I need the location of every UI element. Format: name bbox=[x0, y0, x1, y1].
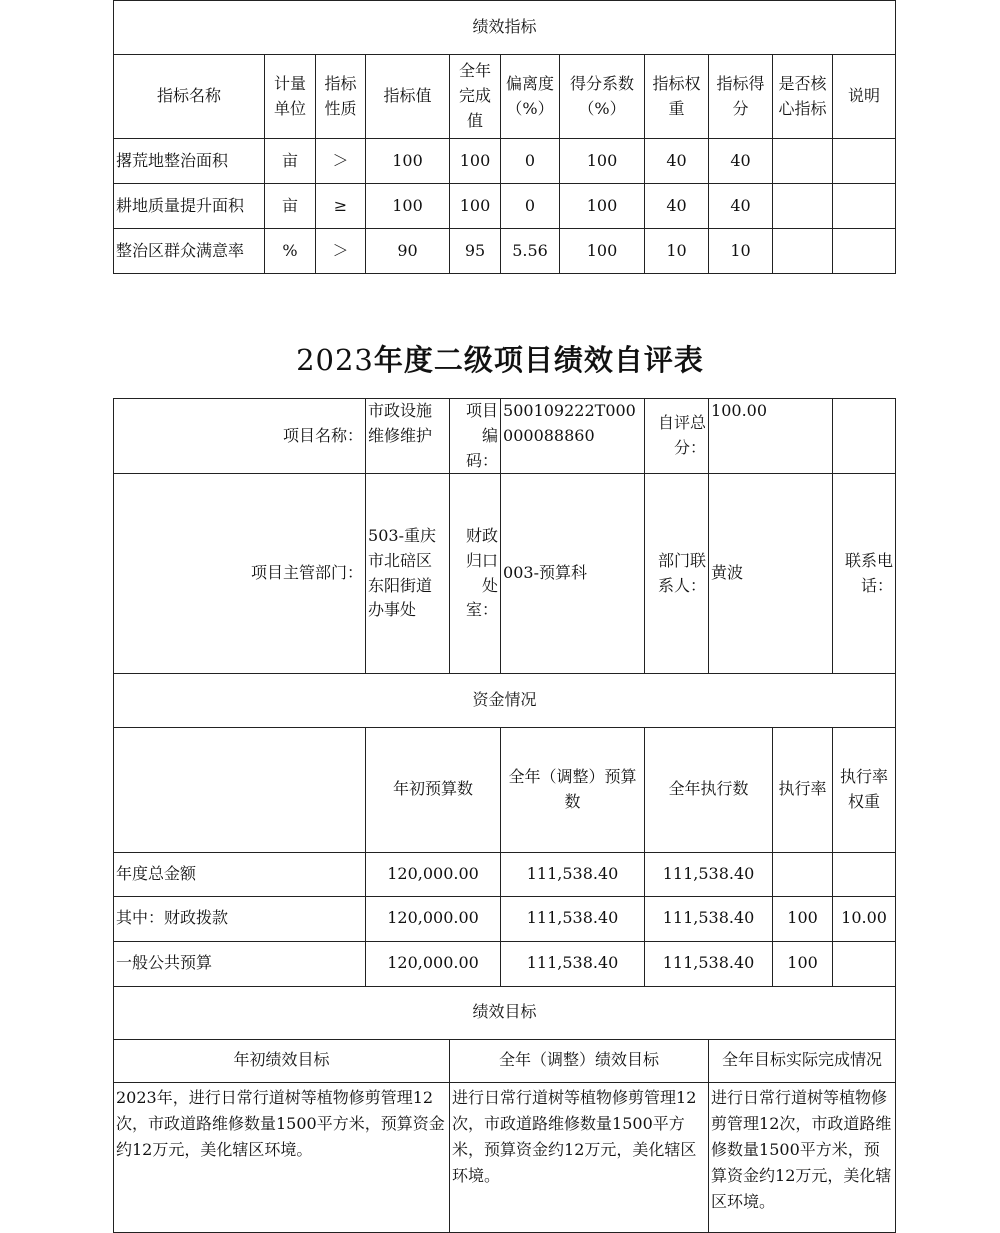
phone-label: 联系电话： bbox=[833, 474, 896, 673]
project-code-label: 项目编码： bbox=[450, 399, 501, 474]
actual-value: 95 bbox=[450, 229, 501, 274]
core-flag bbox=[773, 184, 833, 229]
indicator-name: 撂荒地整治面积 bbox=[114, 139, 265, 184]
performance-indicator-table bbox=[113, 0, 896, 274]
score: 40 bbox=[709, 184, 773, 229]
score-coefficient: 100 bbox=[560, 229, 645, 274]
col-header: 说明 bbox=[833, 55, 896, 139]
dept-label: 项目主管部门： bbox=[114, 474, 366, 673]
executed: 111,538.40 bbox=[645, 852, 773, 896]
col-header: 年初预算数 bbox=[366, 727, 501, 852]
executed: 111,538.40 bbox=[645, 896, 773, 941]
col-header: 是否核心指标 bbox=[773, 55, 833, 139]
project-name-label: 项目名称： bbox=[114, 399, 366, 474]
indicator-name: 整治区群众满意率 bbox=[114, 229, 265, 274]
col-header: 执行率权重 bbox=[833, 727, 896, 852]
unit: 亩 bbox=[265, 139, 316, 184]
table-row bbox=[114, 941, 896, 986]
contact-label: 部门联系人： bbox=[645, 474, 709, 673]
self-evaluation-table bbox=[113, 398, 896, 1233]
col-header: 全年完成值 bbox=[450, 55, 501, 139]
weight: 40 bbox=[645, 184, 709, 229]
adjusted-budget: 111,538.40 bbox=[501, 941, 645, 986]
actual-value: 100 bbox=[450, 184, 501, 229]
adjusted-goal: 进行日常行道树等植物修剪管理12次，市政道路维修数量1500平方米，预算资金约12万元，美化辖区环境。 bbox=[450, 1082, 709, 1232]
col-header: 指标性质 bbox=[316, 55, 366, 139]
finance: 003-预算科 bbox=[501, 474, 645, 673]
table-row bbox=[114, 852, 896, 896]
note bbox=[833, 184, 896, 229]
deviation: 0 bbox=[501, 184, 560, 229]
empty-cell bbox=[833, 399, 896, 474]
col-header bbox=[114, 727, 366, 852]
section-header-funds: 资金情况 bbox=[114, 673, 896, 727]
title-text: 年度二级项目绩效自评表 bbox=[373, 343, 704, 377]
indicator-name: 耕地质量提升面积 bbox=[114, 184, 265, 229]
deviation: 5.56 bbox=[501, 229, 560, 274]
rate-weight bbox=[833, 852, 896, 896]
table-row bbox=[114, 184, 896, 229]
deviation: 0 bbox=[501, 139, 560, 184]
unit: % bbox=[265, 229, 316, 274]
rate-weight: 10.00 bbox=[833, 896, 896, 941]
core-flag bbox=[773, 139, 833, 184]
col-header: 指标名称 bbox=[114, 55, 265, 139]
nature: ＞ bbox=[316, 229, 366, 274]
page-title bbox=[0, 338, 1000, 379]
initial-budget: 120,000.00 bbox=[366, 852, 501, 896]
initial-goal: 2023年，进行日常行道树等植物修剪管理12次，市政道路维修数量1500平方米，预算资金约12万元，美化辖区环境。 bbox=[114, 1082, 450, 1232]
col-header: 偏离度（%） bbox=[501, 55, 560, 139]
score: 10 bbox=[709, 229, 773, 274]
col-header: 指标权重 bbox=[645, 55, 709, 139]
score-coefficient: 100 bbox=[560, 184, 645, 229]
title-year: 2023 bbox=[296, 343, 374, 377]
actual-completion: 进行日常行道树等植物修剪管理12次，市政道路维修数量1500平方米，预算资金约12万元，美化辖区环境。 bbox=[709, 1082, 896, 1232]
note bbox=[833, 229, 896, 274]
score: 40 bbox=[709, 139, 773, 184]
finance-label: 财政归口处室： bbox=[450, 474, 501, 673]
self-score: 100.00 bbox=[709, 399, 833, 474]
table-row bbox=[114, 139, 896, 184]
score-coefficient: 100 bbox=[560, 139, 645, 184]
rate-weight bbox=[833, 941, 896, 986]
col-header: 全年目标实际完成情况 bbox=[709, 1039, 896, 1082]
col-header: 执行率 bbox=[773, 727, 833, 852]
initial-budget: 120,000.00 bbox=[366, 941, 501, 986]
target-value: 100 bbox=[366, 139, 450, 184]
initial-budget: 120,000.00 bbox=[366, 896, 501, 941]
fund-category: 其中：财政拨款 bbox=[114, 896, 366, 941]
execution-rate: 100 bbox=[773, 941, 833, 986]
execution-rate bbox=[773, 852, 833, 896]
col-header: 年初绩效目标 bbox=[114, 1039, 450, 1082]
self-score-label: 自评总分： bbox=[645, 399, 709, 474]
weight: 10 bbox=[645, 229, 709, 274]
dept: 503-重庆市北碚区东阳街道办事处 bbox=[366, 474, 450, 673]
unit: 亩 bbox=[265, 184, 316, 229]
core-flag bbox=[773, 229, 833, 274]
fund-category: 一般公共预算 bbox=[114, 941, 366, 986]
project-name: 市政设施维修维护 bbox=[366, 399, 450, 474]
col-header: 得分系数（%） bbox=[560, 55, 645, 139]
table-row bbox=[114, 896, 896, 941]
executed: 111,538.40 bbox=[645, 941, 773, 986]
target-value: 90 bbox=[366, 229, 450, 274]
section-header-goals: 绩效目标 bbox=[114, 986, 896, 1039]
section-header-indicators: 绩效指标 bbox=[114, 1, 896, 55]
note bbox=[833, 139, 896, 184]
nature: ＞ bbox=[316, 139, 366, 184]
fund-category: 年度总金额 bbox=[114, 852, 366, 896]
actual-value: 100 bbox=[450, 139, 501, 184]
col-header: 全年（调整）绩效目标 bbox=[450, 1039, 709, 1082]
adjusted-budget: 111,538.40 bbox=[501, 852, 645, 896]
execution-rate: 100 bbox=[773, 896, 833, 941]
project-code: 500109222T000000088860 bbox=[501, 399, 645, 474]
adjusted-budget: 111,538.40 bbox=[501, 896, 645, 941]
weight: 40 bbox=[645, 139, 709, 184]
col-header: 全年（调整）预算数 bbox=[501, 727, 645, 852]
contact: 黄波 bbox=[709, 474, 833, 673]
table-row bbox=[114, 229, 896, 274]
nature: ≥ bbox=[316, 184, 366, 229]
target-value: 100 bbox=[366, 184, 450, 229]
col-header: 指标值 bbox=[366, 55, 450, 139]
col-header: 全年执行数 bbox=[645, 727, 773, 852]
col-header: 指标得分 bbox=[709, 55, 773, 139]
col-header: 计量单位 bbox=[265, 55, 316, 139]
